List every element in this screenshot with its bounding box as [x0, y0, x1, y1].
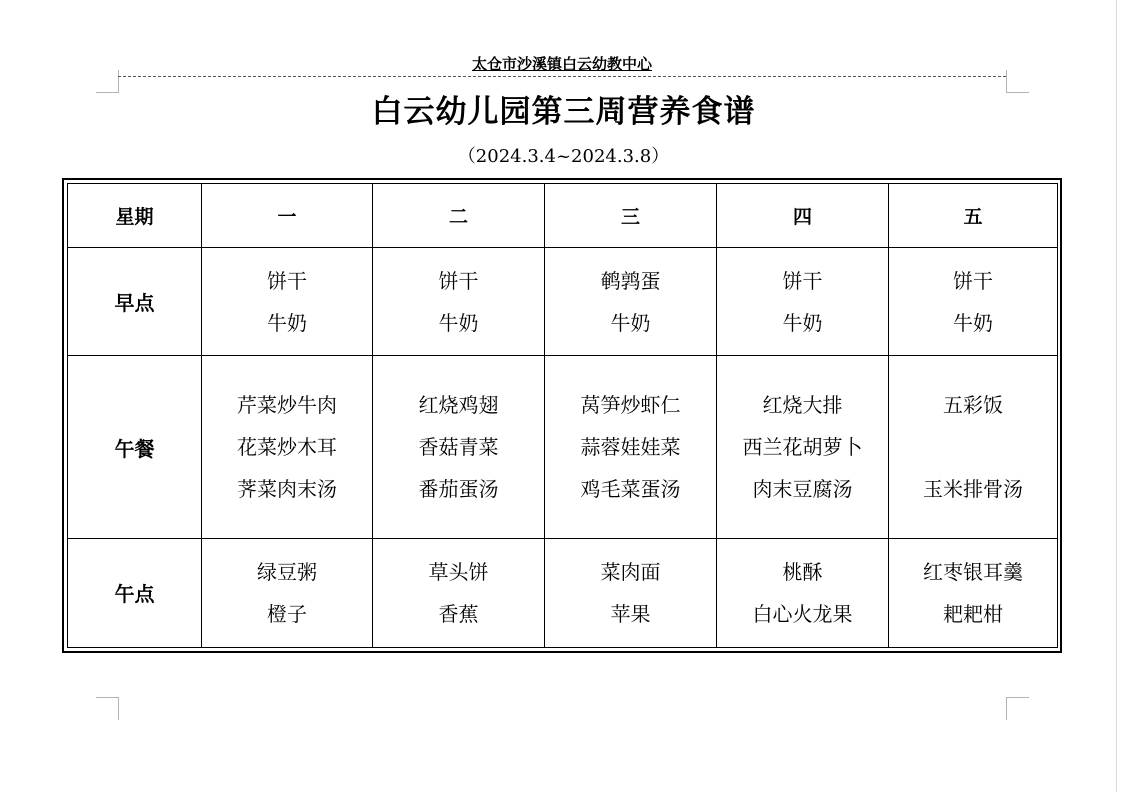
day-header-cell[interactable]: 二 [373, 184, 545, 248]
dish-item: 红烧大排 [762, 393, 843, 418]
day-header-cell[interactable]: 四 [717, 184, 889, 248]
menu-cell[interactable] [373, 248, 545, 356]
document-date-range[interactable]: （2024.3.4~2024.3.8） [457, 146, 670, 167]
dish-item: 桃酥 [782, 559, 823, 584]
dish-item-empty [889, 426, 1057, 468]
dish-item: 白心火龙果 [752, 601, 853, 626]
header-divider [118, 76, 1006, 77]
menu-cell[interactable] [889, 356, 1058, 538]
table-header-row [68, 184, 1058, 248]
dish-item: 荠菜肉末汤 [237, 477, 337, 502]
menu-cell[interactable] [202, 356, 373, 538]
table-row-lunch [68, 356, 1058, 538]
crop-mark-bottom-left [96, 697, 119, 720]
dish-item: 牛奶 [610, 310, 651, 335]
table-row-breakfast [68, 248, 1058, 356]
menu-cell[interactable] [373, 538, 545, 647]
menu-table-frame [62, 178, 1062, 653]
dish-item: 红烧鸡翅 [418, 393, 499, 418]
dish-item: 耙耙柑 [943, 601, 1003, 626]
menu-cell[interactable] [717, 538, 889, 647]
meal-label-cell[interactable]: 早点 [68, 248, 202, 356]
dish-item: 饼干 [782, 268, 823, 293]
dish-item: 蒜蓉娃娃菜 [580, 435, 681, 460]
menu-cell[interactable] [202, 538, 373, 647]
menu-cell[interactable] [545, 248, 717, 356]
dish-item: 肉末豆腐汤 [752, 477, 853, 502]
dish-item: 苹果 [610, 601, 651, 626]
dish-item: 鸡毛菜蛋汤 [580, 477, 681, 502]
day-header-cell[interactable]: 五 [889, 184, 1058, 248]
menu-cell[interactable] [545, 538, 717, 647]
dish-item: 玉米排骨汤 [923, 477, 1023, 502]
menu-cell[interactable] [889, 248, 1058, 356]
dish-item: 红枣银耳羹 [923, 559, 1023, 584]
menu-cell[interactable] [202, 248, 373, 356]
menu-cell[interactable] [717, 356, 889, 538]
dish-item: 花菜炒木耳 [237, 435, 337, 460]
dish-item: 鹌鹑蛋 [600, 268, 661, 293]
dish-item: 饼干 [267, 268, 307, 293]
menu-cell[interactable] [889, 538, 1058, 647]
dish-item: 饼干 [953, 268, 993, 293]
dish-item: 橙子 [267, 601, 307, 626]
meal-label-cell[interactable]: 午餐 [68, 356, 202, 538]
corner-label-cell[interactable]: 星期 [68, 184, 202, 248]
dish-item: 牛奶 [782, 310, 823, 335]
menu-table [67, 183, 1058, 648]
dish-item: 牛奶 [267, 310, 307, 335]
dish-item: 香菇青菜 [418, 435, 499, 460]
day-header-cell[interactable]: 一 [202, 184, 373, 248]
dish-item: 草头饼 [428, 559, 489, 584]
meal-label-cell[interactable]: 午点 [68, 538, 202, 647]
menu-cell[interactable] [717, 248, 889, 356]
dish-item: 牛奶 [953, 310, 993, 335]
dish-item: 菜肉面 [600, 559, 661, 584]
dish-item: 饼干 [438, 268, 479, 293]
dish-item: 莴笋炒虾仁 [580, 393, 681, 418]
day-header-cell[interactable]: 三 [545, 184, 717, 248]
menu-cell[interactable] [545, 356, 717, 538]
menu-cell[interactable] [373, 356, 545, 538]
dish-item: 香蕉 [438, 601, 479, 626]
dish-item: 芹菜炒牛肉 [237, 393, 337, 418]
page-header-org[interactable]: 太仓市沙溪镇白云幼教中心 [471, 55, 652, 73]
dish-item: 牛奶 [438, 310, 479, 335]
dish-item: 西兰花胡萝卜 [742, 435, 863, 460]
crop-mark-bottom-right [1006, 697, 1029, 720]
dish-item: 番茄蛋汤 [418, 477, 499, 502]
table-row-afternoon-snack [68, 538, 1058, 647]
document-title[interactable]: 白云幼儿园第三周营养食谱 [371, 94, 756, 130]
dish-item: 绿豆粥 [257, 559, 317, 584]
dish-item: 五彩饭 [943, 393, 1003, 418]
